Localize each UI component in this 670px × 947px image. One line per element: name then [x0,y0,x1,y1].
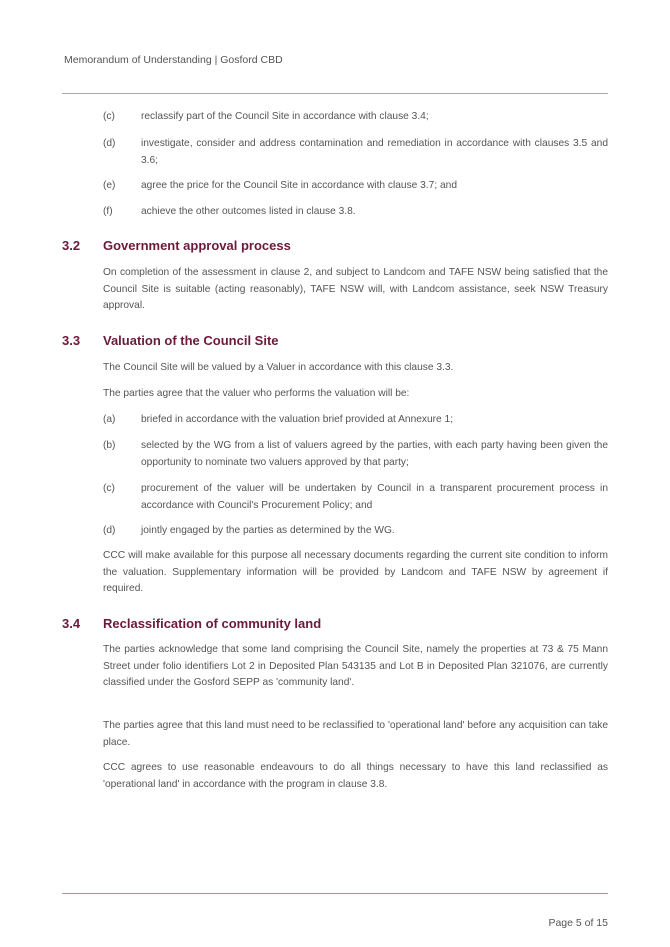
list-item-label: (e) [103,180,116,191]
list-item-text: jointly engaged by the parties as determined by the WG. [141,525,395,536]
list-item-label: (a) [103,414,116,425]
list-item-text: reclassify part of the Council Site in accordance with clause 3.4; [141,111,429,122]
list-item-label: (f) [103,206,113,217]
list-item-text: briefed in accordance with the valuation brief provided at Annexure 1; [141,414,454,425]
section-title: Valuation of the Council Site [103,333,279,348]
list-item-label: (d) [103,525,116,536]
section-3-3-paragraph-1: The Council Site will be valued by a Valuer in accordance with this clause 3.3. [103,362,454,373]
section-number: 3.2 [62,238,81,253]
list-item-label: (b) [103,440,116,451]
section-heading-3-4 [62,616,321,631]
list-item-text: selected by the WG from a list of valuers agreed by the parties, with each party having been given the opportunity to nominate two valuers approved by that party; [141,440,608,468]
header-divider [62,93,608,94]
section-3-4-paragraph-3: CCC agrees to use reasonable endeavours to do all things necessary to have this land reclassified as 'operational land' in accordance with the program in clause 3.8. [103,762,608,790]
list-item-text: investigate, consider and address contamination and remediation in accordance with clauses 3.5 and 3.6; [141,138,608,166]
list-item-text: procurement of the valuer will be undertaken by Council in a transparent procurement process in accordance with Council's Procurement Policy; and [141,483,608,511]
section-heading-3-2 [62,238,291,253]
list-item-text: achieve the other outcomes listed in clause 3.8. [141,206,356,217]
section-3-3-paragraph-3: CCC will make available for this purpose all necessary documents regarding the current site condition to inform the valuation. Supplementary information will be provided by Landcom and TAFE NSW by agreement if required. [103,550,608,594]
section-number: 3.3 [62,333,81,348]
list-item-text: agree the price for the Council Site in accordance with clause 3.7; and [141,180,457,191]
section-3-4-paragraph-2: The parties agree that this land must need to be reclassified to 'operational land' before any acquisition can take place. [103,720,608,748]
section-3-3-paragraph-2: The parties agree that the valuer who performs the valuation will be: [103,388,410,399]
section-3-2-paragraph: On completion of the assessment in clause 2, and subject to Landcom and TAFE NSW being satisfied that the Council Site is suitable (acting reasonably), TAFE NSW will, with Landcom assistance, seek NSW Treasury approval. [103,267,608,311]
list-item-label: (c) [103,111,115,122]
list-item-label: (c) [103,483,115,494]
section-3-4-paragraph-1: The parties acknowledge that some land comprising the Council Site, namely the properties at 73 & 75 Mann Street under folio identifiers Lot 2 in Deposited Plan 543135 and Lot B in Deposited Plan 321076, are currently classified under the Gosford SEPP as 'community land'. [103,644,608,688]
section-number: 3.4 [62,616,81,631]
footer-divider [62,893,608,894]
section-heading-3-3 [62,333,279,348]
document-header: Memorandum of Understanding | Gosford CBD [64,54,283,66]
section-title: Reclassification of community land [103,616,322,631]
list-item-label: (d) [103,138,116,149]
section-title: Government approval process [103,238,291,253]
page-number: Page 5 of 15 [548,917,608,929]
